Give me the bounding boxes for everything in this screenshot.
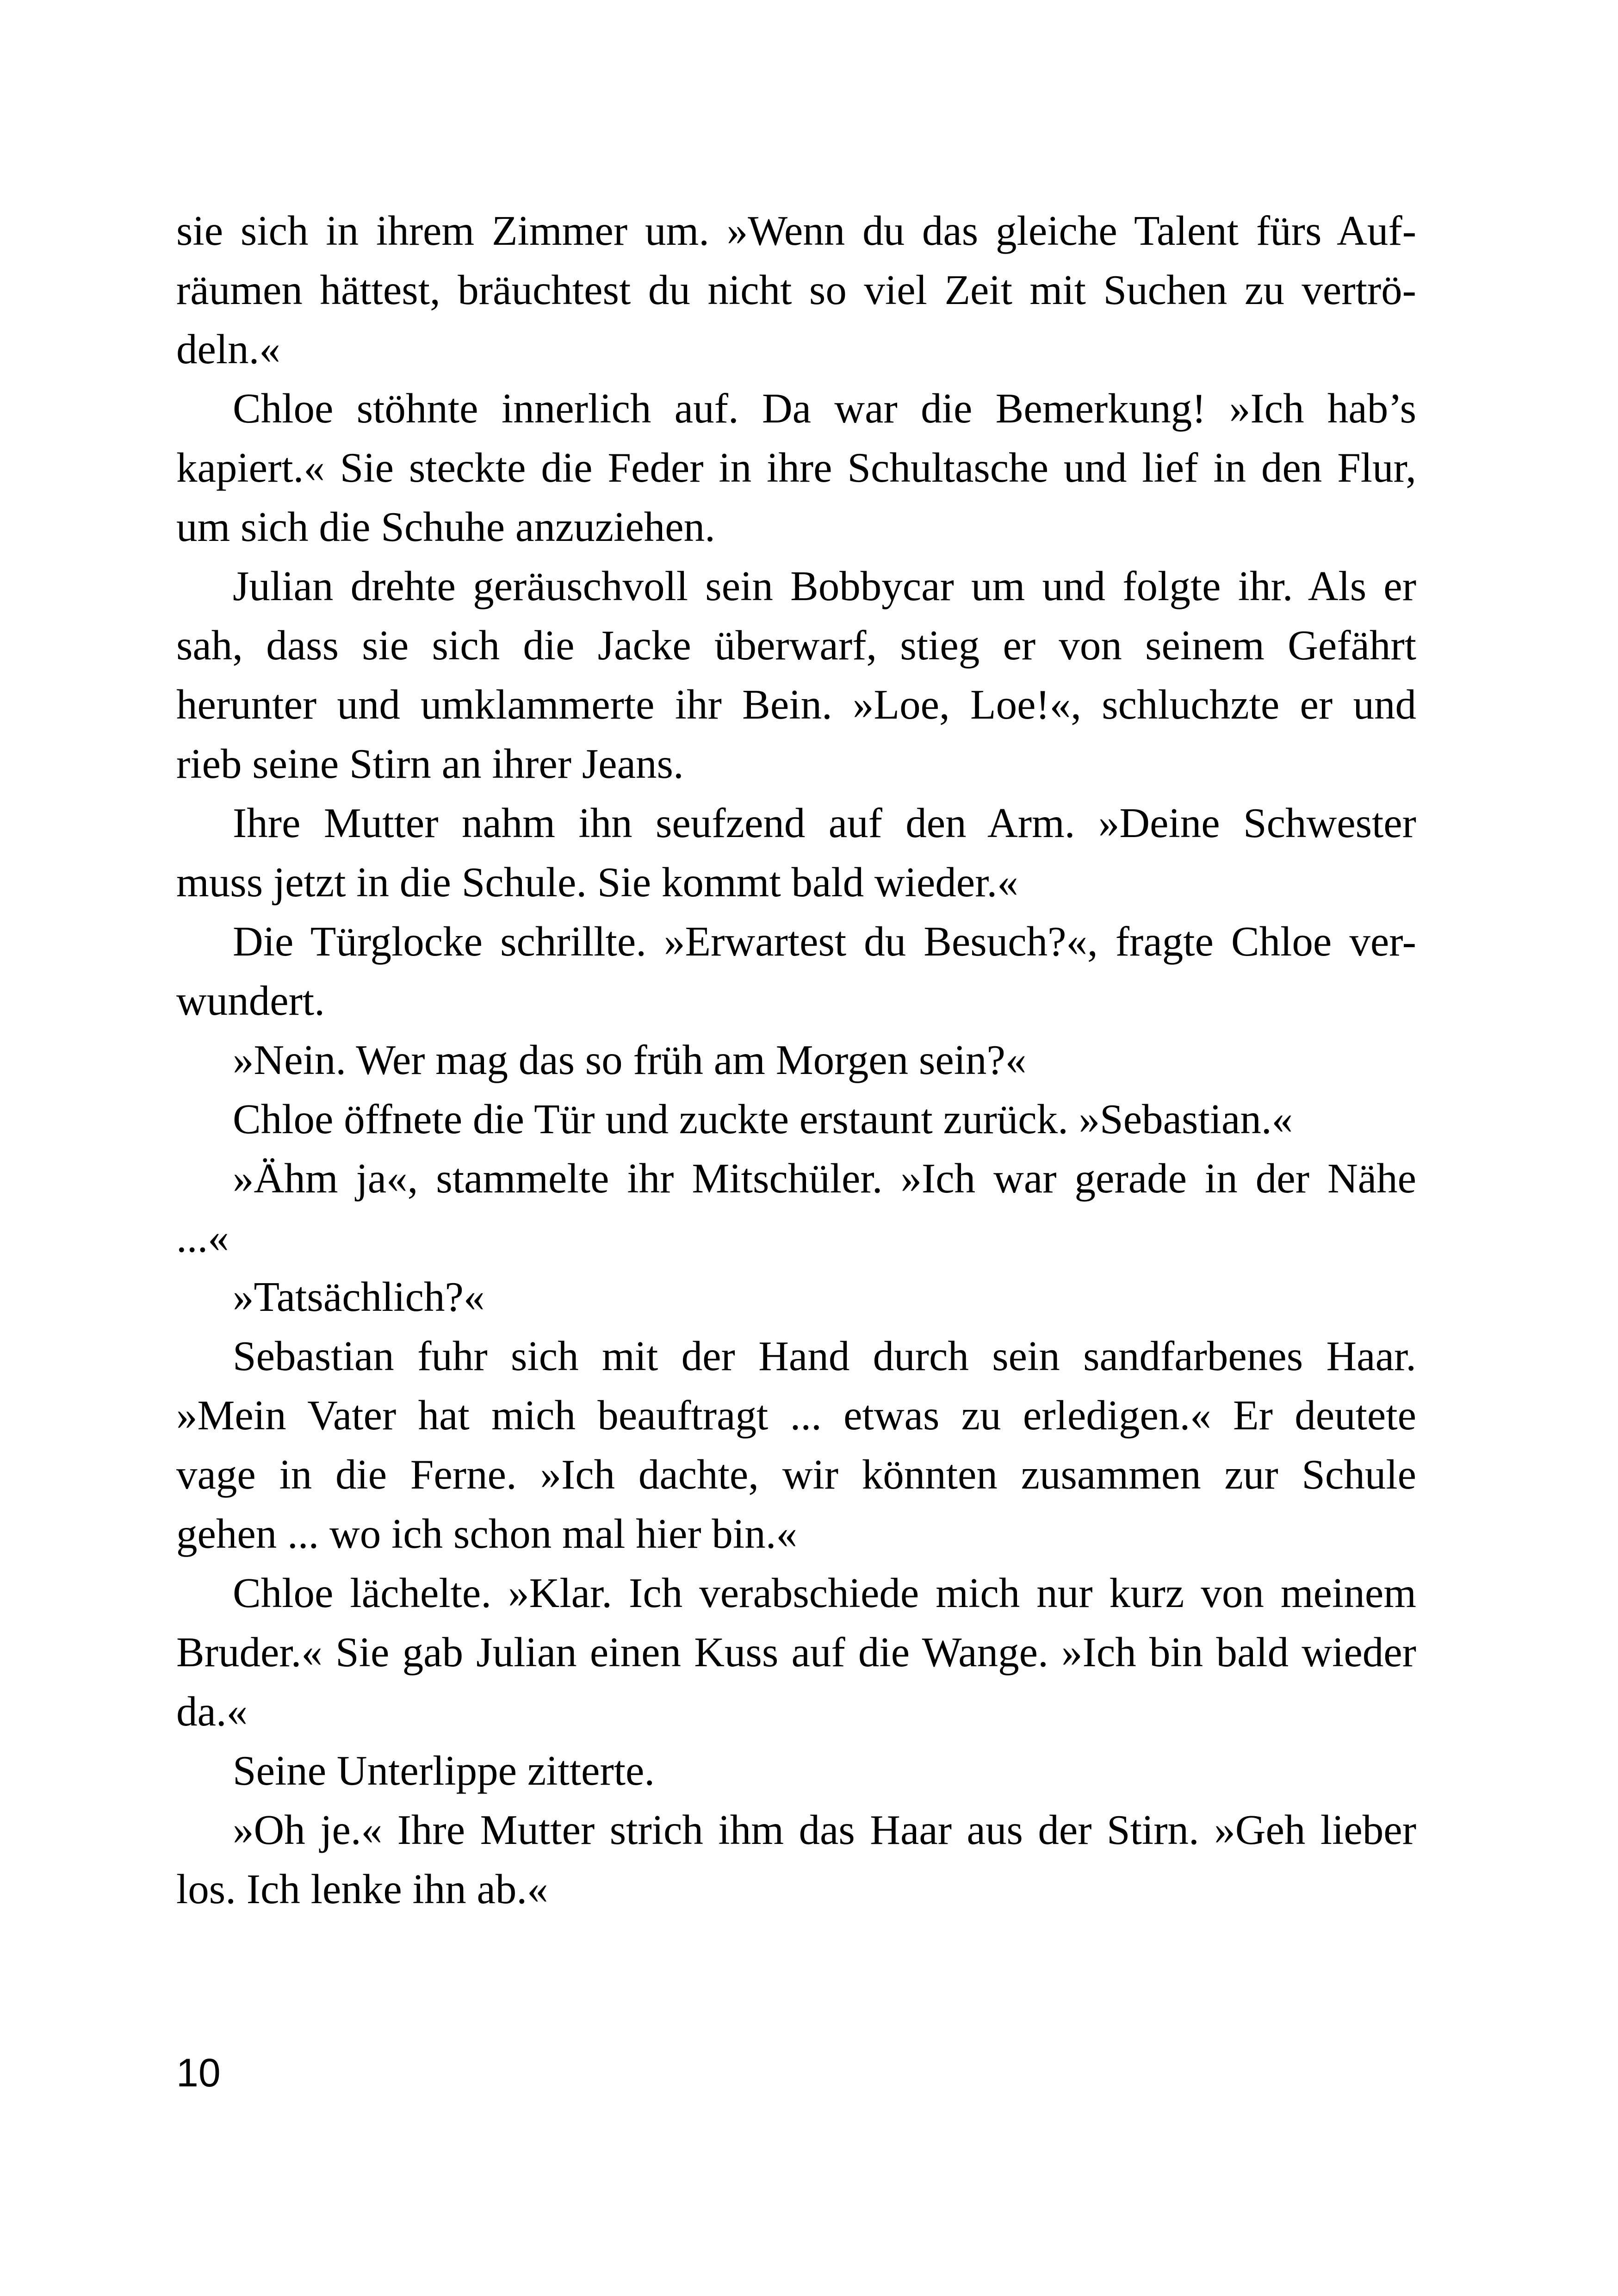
text-line: los. Ich lenke ihn ab.« <box>176 1866 548 1912</box>
text-line: Chloe öffnete die Tür und zuckte erstaunt zurück. »Sebastian.« <box>233 1096 1293 1142</box>
page-number: 10 <box>176 2051 221 2095</box>
text-line: »Nein. Wer mag das so früh am Morgen sein?« <box>233 1036 1027 1083</box>
text-line: sah, dass sie sich die Jacke überwarf, stieg er von seinem Gefährt <box>176 622 1416 669</box>
body-text <box>176 201 1416 1919</box>
text-line: wundert. <box>176 977 325 1024</box>
text-line: »Ähm ja«, stammelte ihr Mitschüler. »Ich war gerade in der Nähe <box>233 1155 1416 1202</box>
text-line: Die Türglocke schrillte. »Erwartest du Besuch?«, fragte Chloe ver- <box>233 918 1416 965</box>
text-line: sie sich in ihrem Zimmer um. »Wenn du das gleiche Talent fürs Auf- <box>176 207 1416 254</box>
text-line: kapiert.« Sie steckte die Feder in ihre Schultasche und lief in den Flur, <box>176 444 1416 491</box>
text-line: muss jetzt in die Schule. Sie kommt bald wieder.« <box>176 859 1018 906</box>
text-line: »Tatsächlich?« <box>233 1273 485 1320</box>
text-line: Chloe stöhnte innerlich auf. Da war die Bemerkung! »Ich hab’s <box>233 385 1416 432</box>
text-line: herunter und umklammerte ihr Bein. »Loe, Loe!«, schluchzte er und <box>176 681 1416 728</box>
text-line: Seine Unterlippe zitterte. <box>233 1747 655 1794</box>
text-line: Julian drehte geräuschvoll sein Bobbycar um und folgte ihr. Als er <box>233 563 1416 609</box>
text-line: »Oh je.« Ihre Mutter strich ihm das Haar aus der Stirn. »Geh lieber <box>233 1806 1416 1853</box>
text-line: um sich die Schuhe anzuziehen. <box>176 503 715 550</box>
text-line: deln.« <box>176 326 280 372</box>
text-line: da.« <box>176 1688 248 1735</box>
text-line: rieb seine Stirn an ihrer Jeans. <box>176 740 684 787</box>
text-line: Sebastian fuhr sich mit der Hand durch sein sandfarbenes Haar. <box>233 1333 1416 1379</box>
text-line: gehen ... wo ich schon mal hier bin.« <box>176 1510 797 1557</box>
text-line: Chloe lächelte. »Klar. Ich verabschiede mich nur kurz von meinem <box>233 1570 1416 1616</box>
text-line: räumen hättest, bräuchtest du nicht so viel Zeit mit Suchen zu vertrö- <box>176 267 1416 313</box>
text-line: vage in die Ferne. »Ich dachte, wir könnten zusammen zur Schule <box>176 1451 1416 1498</box>
text-line: Ihre Mutter nahm ihn seufzend auf den Arm. »Deine Schwester <box>233 800 1416 846</box>
text-line: »Mein Vater hat mich beauftragt ... etwas zu erledigen.« Er deutete <box>176 1392 1416 1439</box>
text-line: Bruder.« Sie gab Julian einen Kuss auf die Wange. »Ich bin bald wieder <box>176 1629 1416 1675</box>
text-line: ...« <box>176 1214 229 1261</box>
